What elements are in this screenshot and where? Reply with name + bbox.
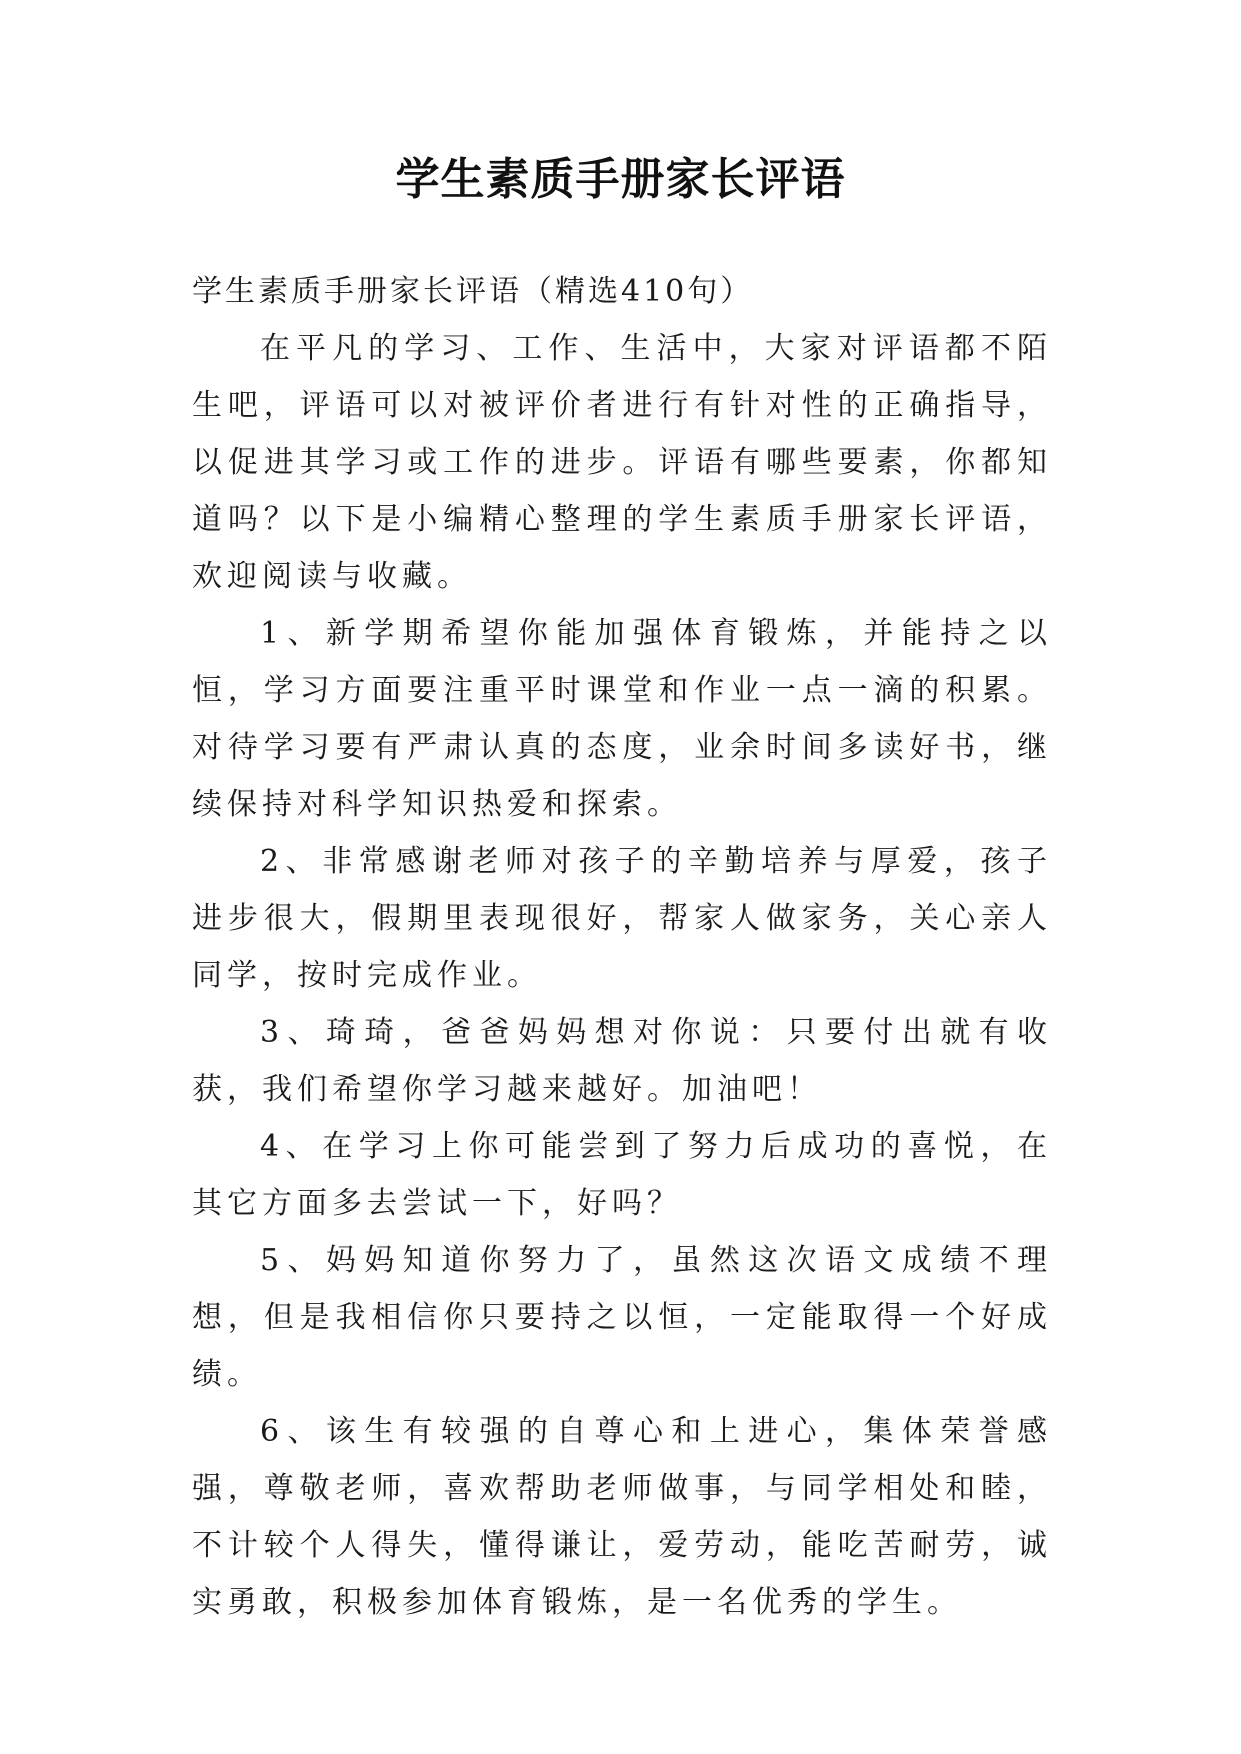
comment-item-1: 1、新学期希望你能加强体育锻炼，并能持之以恒，学习方面要注重平时课堂和作业一点一滴的积累。对待学习要有严肃认真的态度，业余时间多读好书，继续保持对科学知识热爱和探索。 xyxy=(192,616,1052,822)
comment-item-2: 2、非常感谢老师对孩子的辛勤培养与厚爱，孩子进步很大，假期里表现很好，帮家人做家务，关心亲人同学，按时完成作业。 xyxy=(192,844,1052,993)
comment-item-3: 3、琦琦，爸爸妈妈想对你说：只要付出就有收获，我们希望你学习越来越好。加油吧！ xyxy=(192,1015,1052,1107)
document-body xyxy=(192,263,1052,1631)
comment-item-6: 6、该生有较强的自尊心和上进心，集体荣誉感强，尊敬老师，喜欢帮助老师做事，与同学相处和睦，不计较个人得失，懂得谦让，爱劳动，能吃苦耐劳，诚实勇敢，积极参加体育锻炼，是一名优秀的学生。 xyxy=(192,1414,1052,1620)
page-title: 学生素质手册家长评语 xyxy=(395,154,846,205)
comment-item-5: 5、妈妈知道你努力了，虽然这次语文成绩不理想，但是我相信你只要持之以恒，一定能取得一个好成绩。 xyxy=(192,1243,1052,1392)
document-subtitle: 学生素质手册家长评语（精选410句） xyxy=(192,274,754,309)
comment-item-4: 4、在学习上你可能尝到了努力后成功的喜悦，在其它方面多去尝试一下，好吗？ xyxy=(192,1129,1052,1221)
intro-paragraph: 在平凡的学习、工作、生活中，大家对评语都不陌生吧，评语可以对被评价者进行有针对性的正确指导，以促进其学习或工作的进步。评语有哪些要素，你都知道吗？以下是小编精心整理的学生素质手册家长评语，欢迎阅读与收藏。 xyxy=(192,331,1052,594)
